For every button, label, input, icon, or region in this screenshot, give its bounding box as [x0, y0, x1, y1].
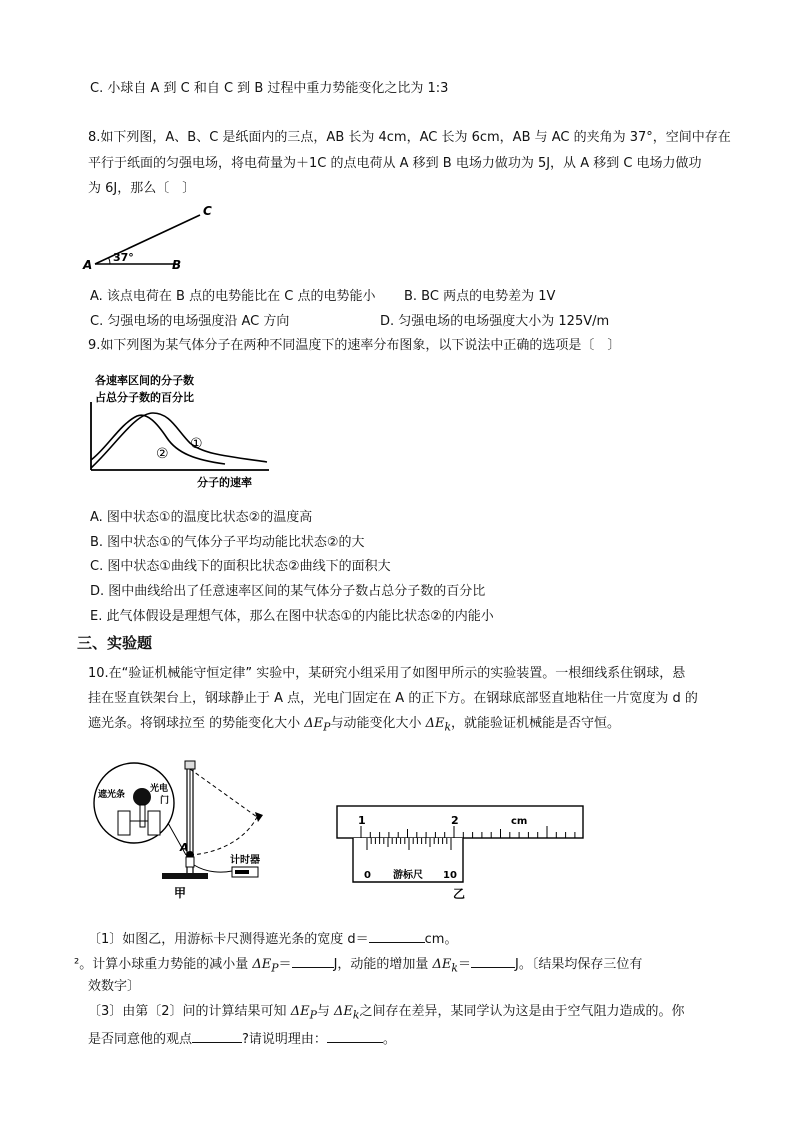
q8-stem-line3: 为 6J，那么〔 〕 — [88, 181, 196, 196]
delta-ep-symbol: $\Delta E_P$ — [304, 716, 331, 734]
sub1-text: 〔1〕如图乙，用游标卡尺测得遮光条的宽度 d＝ — [88, 932, 369, 947]
q8-triangle-figure — [80, 200, 230, 278]
q10-stem-line1: 10.在“验证机械能守恒定律” 实验中，某研究小组采用了如图甲所示的实验装置。一根细线系住钢球，悬 — [88, 666, 686, 681]
q10-line3-part-b: 与动能变化大小 — [330, 716, 426, 731]
figure-jia-caption: 甲 — [174, 886, 187, 900]
sub3-text-a: 〔3〕由第〔2〕问的计算结果可知 — [88, 1004, 291, 1019]
main-scale-label-1: 1 — [358, 814, 366, 827]
vernier-label-0: 0 — [364, 870, 371, 881]
q10-sub2: ²。计算小球重力势能的减小量 $\Delta E_P= J$，动能的增加量 $\Delta E_k= J$。〔结果均保存三位有 — [74, 953, 642, 978]
q9-option-e: E. 此气体假设是理想气体，那么在图中状态①的内能比状态②的内能小 — [90, 609, 494, 624]
q9-curve-1 — [91, 413, 267, 468]
sub3-text-c: 之间存在差异，某同学认为这是由于空气阻力造成的。你 — [359, 1004, 685, 1019]
q8-label-c: C — [203, 204, 212, 218]
answer-blank-ep[interactable] — [292, 953, 334, 968]
q10-stem-line3 — [88, 715, 620, 737]
sub3-text-b: 与 — [316, 1004, 335, 1019]
q8-stem-line2: 平行于纸面的匀强电场，将电荷量为＋1C 的点电荷从 A 移到 B 电场力做功为 5J，从 A 移到 C 电场力做功 — [88, 156, 702, 171]
apparatus-label-gate: 门 — [160, 796, 170, 806]
q10-vernier-figure — [335, 800, 595, 900]
q10-sub2-cont: 效数字〕 — [88, 979, 141, 994]
section-heading: 三、实验题 — [77, 634, 153, 652]
q10-line3-part-c: ，就能验证机械能是否守恒。 — [451, 716, 621, 731]
answer-blank-width[interactable] — [369, 928, 425, 943]
q10-line3-part-a: 遮光条。将钢球拉至 的势能变化大小 — [88, 716, 305, 731]
q9-stem: 9.如下列图为某气体分子在两种不同温度下的速率分布图象，以下说法中正确的选项是〔 〕 — [88, 338, 621, 353]
q8-option-b: B. BC 两点的电势差为 1V — [404, 289, 556, 304]
vernier-label-name: 游标尺 — [393, 870, 423, 881]
sub2-text-c: J，动能的增加量 — [333, 957, 433, 972]
sub2-text-a: ²。计算小球重力势能的减小量 — [74, 957, 253, 972]
q9-option-a: A. 图中状态①的温度比状态②的温度高 — [90, 510, 313, 525]
q10-sub3 — [88, 1003, 684, 1025]
q9-option-c: C. 图中状态①曲线下的面积比状态②曲线下的面积大 — [90, 559, 391, 574]
sub1-unit: cm。 — [424, 932, 458, 947]
sub3-text-e: ?请说明理由： — [242, 1032, 327, 1047]
q8-option-c: C. 匀强电场的电场强度沿 AC 方向 — [90, 314, 290, 329]
q10-sub1 — [88, 928, 457, 949]
q10-sub3-cont — [88, 1028, 396, 1049]
delta-ek-symbol: $\Delta E_k$ — [432, 957, 458, 975]
q8-option-d: D. 匀强电场的电场强度大小为 125V/m — [380, 314, 610, 329]
sub3-text-f: 。 — [382, 1032, 396, 1047]
sub2-text-e: J。〔结果均保存三位有 — [515, 957, 643, 972]
delta-ep-symbol: $\Delta E_P$ — [290, 1004, 317, 1022]
q8-label-b: B — [172, 258, 182, 272]
q8-stem-line1: 8.如下列图，A、B、C 是纸面内的三点，AB 长为 4cm，AC 长为 6cm，AB 与 AC 的夹角为 37°，空间中存在 — [88, 130, 731, 145]
q9-curve-2-label: ② — [156, 446, 169, 462]
apparatus-label-shade: 遮光条 — [98, 790, 126, 800]
q10-stem-line2: 挂在竖直铁架台上，钢球静止于 A 点，光电门固定在 A 的正下方。在钢球底部竖直地粘住一片宽度为 d 的 — [88, 691, 698, 706]
q9-option-b: B. 图中状态①的气体分子平均动能比状态②的大 — [90, 535, 365, 550]
q9-ylabel-1: 各速率区间的分子数 — [95, 374, 194, 387]
prev-option-c: C. 小球自 A 到 C 和自 C 到 B 过程中重力势能变化之比为 1:3 — [90, 81, 449, 96]
q8-label-a: A — [83, 258, 93, 272]
q9-curve-1-label: ① — [190, 436, 203, 452]
q9-distribution-figure — [85, 368, 285, 493]
apparatus-label-a: A — [180, 841, 189, 854]
delta-ek-symbol: $\Delta E_k$ — [425, 716, 452, 734]
delta-ek-symbol: $\Delta E_k$ — [334, 1004, 360, 1022]
delta-ep-symbol: $\Delta E_P$ — [252, 957, 279, 975]
vernier-label-10: 10 — [443, 870, 457, 881]
answer-blank-ek[interactable] — [471, 953, 515, 968]
apparatus-label-timer: 计时器 — [230, 855, 260, 866]
q8-angle-label: 37° — [113, 251, 134, 264]
figure-yi-caption: 乙 — [453, 887, 466, 900]
q8-option-a: A. 该点电荷在 B 点的电势能比在 C 点的电势能小 — [90, 289, 376, 304]
q9-xlabel: 分子的速率 — [197, 476, 252, 489]
main-scale-label-2: 2 — [451, 814, 459, 827]
q10-apparatus-figure — [82, 755, 302, 903]
q9-option-d: D. 图中曲线给出了任意速率区间的某气体分子数占总分子数的百分比 — [90, 584, 486, 599]
answer-blank-reason[interactable] — [327, 1028, 383, 1043]
answer-blank-agree[interactable] — [192, 1028, 242, 1043]
apparatus-label-photo: 光电 — [150, 784, 169, 794]
sub3-text-d: 是否同意他的观点 — [88, 1032, 193, 1047]
q9-ylabel-2: 占总分子数的百分比 — [95, 391, 194, 404]
main-scale-unit: cm — [511, 816, 528, 827]
